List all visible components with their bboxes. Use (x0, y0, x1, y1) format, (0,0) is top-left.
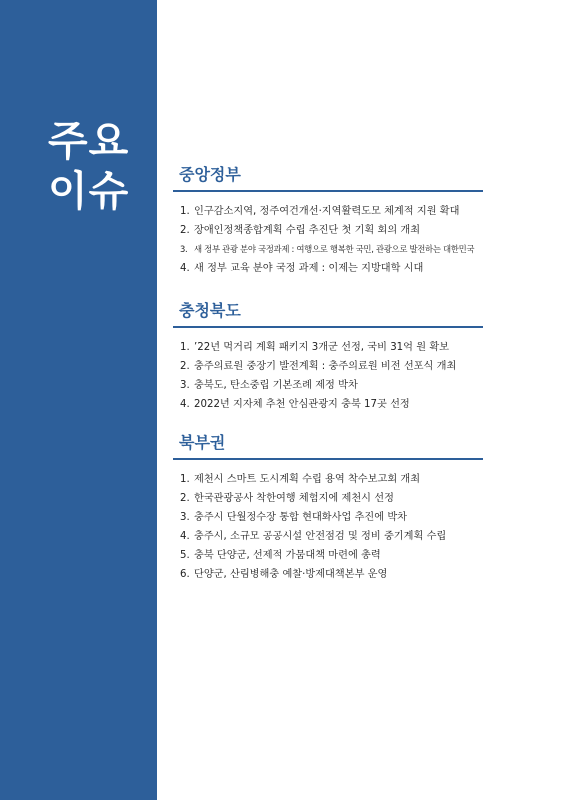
item-number: 2. (180, 225, 190, 236)
item-text: ’22년 먹거리 계획 패키지 3개군 선정, 국비 31억 원 확보 (194, 342, 450, 353)
section-divider (173, 190, 483, 192)
list-item (173, 338, 483, 357)
item-number: 2. (180, 493, 190, 504)
item-text: 새 정부 교육 분야 국정 과제 : 이제는 지방대학 시대 (194, 263, 424, 274)
list-item (173, 470, 483, 489)
item-number: 1. (180, 206, 190, 217)
section-title: 북부권 (179, 433, 226, 452)
item-number: 4. (180, 399, 190, 410)
list-item (173, 508, 483, 527)
item-text: 2022년 지자체 추천 안심관광지 충북 17곳 선정 (194, 399, 410, 410)
list-item (173, 546, 483, 565)
list-item (173, 221, 483, 240)
list-item (173, 527, 483, 546)
item-number: 1. (180, 342, 190, 353)
item-text: 단양군, 산림병해충 예찰·방제대책본부 운영 (194, 569, 388, 580)
section-northern-region (173, 432, 483, 584)
list-item (173, 357, 483, 376)
section-divider (173, 458, 483, 460)
item-text: 충주의료원 중장기 발전계획 : 충주의료원 비전 선포식 개최 (194, 361, 457, 372)
item-text: 새 정부 관광 분야 국정과제 : 여행으로 행복한 국민, 관광으로 발전하는 대한민국 (194, 244, 475, 254)
item-text: 충북도, 탄소중립 기본조례 제정 박차 (194, 380, 358, 391)
item-text: 충북 단양군, 선제적 가뭄대책 마련에 총력 (194, 550, 381, 561)
item-number: 3. (180, 244, 188, 254)
item-number: 2. (180, 361, 190, 372)
item-number: 3. (180, 512, 190, 523)
list-item (173, 240, 483, 259)
sidebar-title (48, 116, 129, 216)
item-number: 3. (180, 380, 190, 391)
item-text: 인구감소지역, 정주여건개선·지역활력도모 체계적 지원 확대 (194, 206, 460, 217)
item-number: 6. (180, 569, 190, 580)
item-text: 제천시 스마트 도시계획 수립 용역 착수보고회 개최 (194, 474, 421, 485)
sidebar-title-line1: 주요 (48, 117, 130, 165)
issue-list (173, 338, 483, 414)
item-text: 충주시, 소규모 공공시설 안전점검 및 정비 중기계획 수립 (194, 531, 447, 542)
list-item (173, 489, 483, 508)
issue-list (173, 470, 483, 584)
item-text: 충주시 단월정수장 통합 현대화사업 추진에 박차 (194, 512, 408, 523)
item-text: 장애인정책종합계획 수립 추진단 첫 기획 회의 개최 (194, 225, 421, 236)
section-chungcheongbuk-do (173, 300, 483, 414)
item-number: 4. (180, 263, 190, 274)
item-number: 1. (180, 474, 190, 485)
sidebar (0, 0, 157, 800)
list-item (173, 259, 483, 278)
sidebar-title-line2: 이슈 (48, 167, 130, 215)
list-item (173, 395, 483, 414)
section-title: 중앙정부 (179, 165, 241, 184)
list-item (173, 202, 483, 221)
section-title: 충청북도 (179, 301, 241, 320)
item-number: 5. (180, 550, 190, 561)
section-central-government (173, 164, 483, 278)
list-item (173, 376, 483, 395)
item-number: 4. (180, 531, 190, 542)
issue-list (173, 202, 483, 278)
section-divider (173, 326, 483, 328)
list-item (173, 565, 483, 584)
item-text: 한국관광공사 착한여행 체험지에 제천시 선정 (194, 493, 394, 504)
